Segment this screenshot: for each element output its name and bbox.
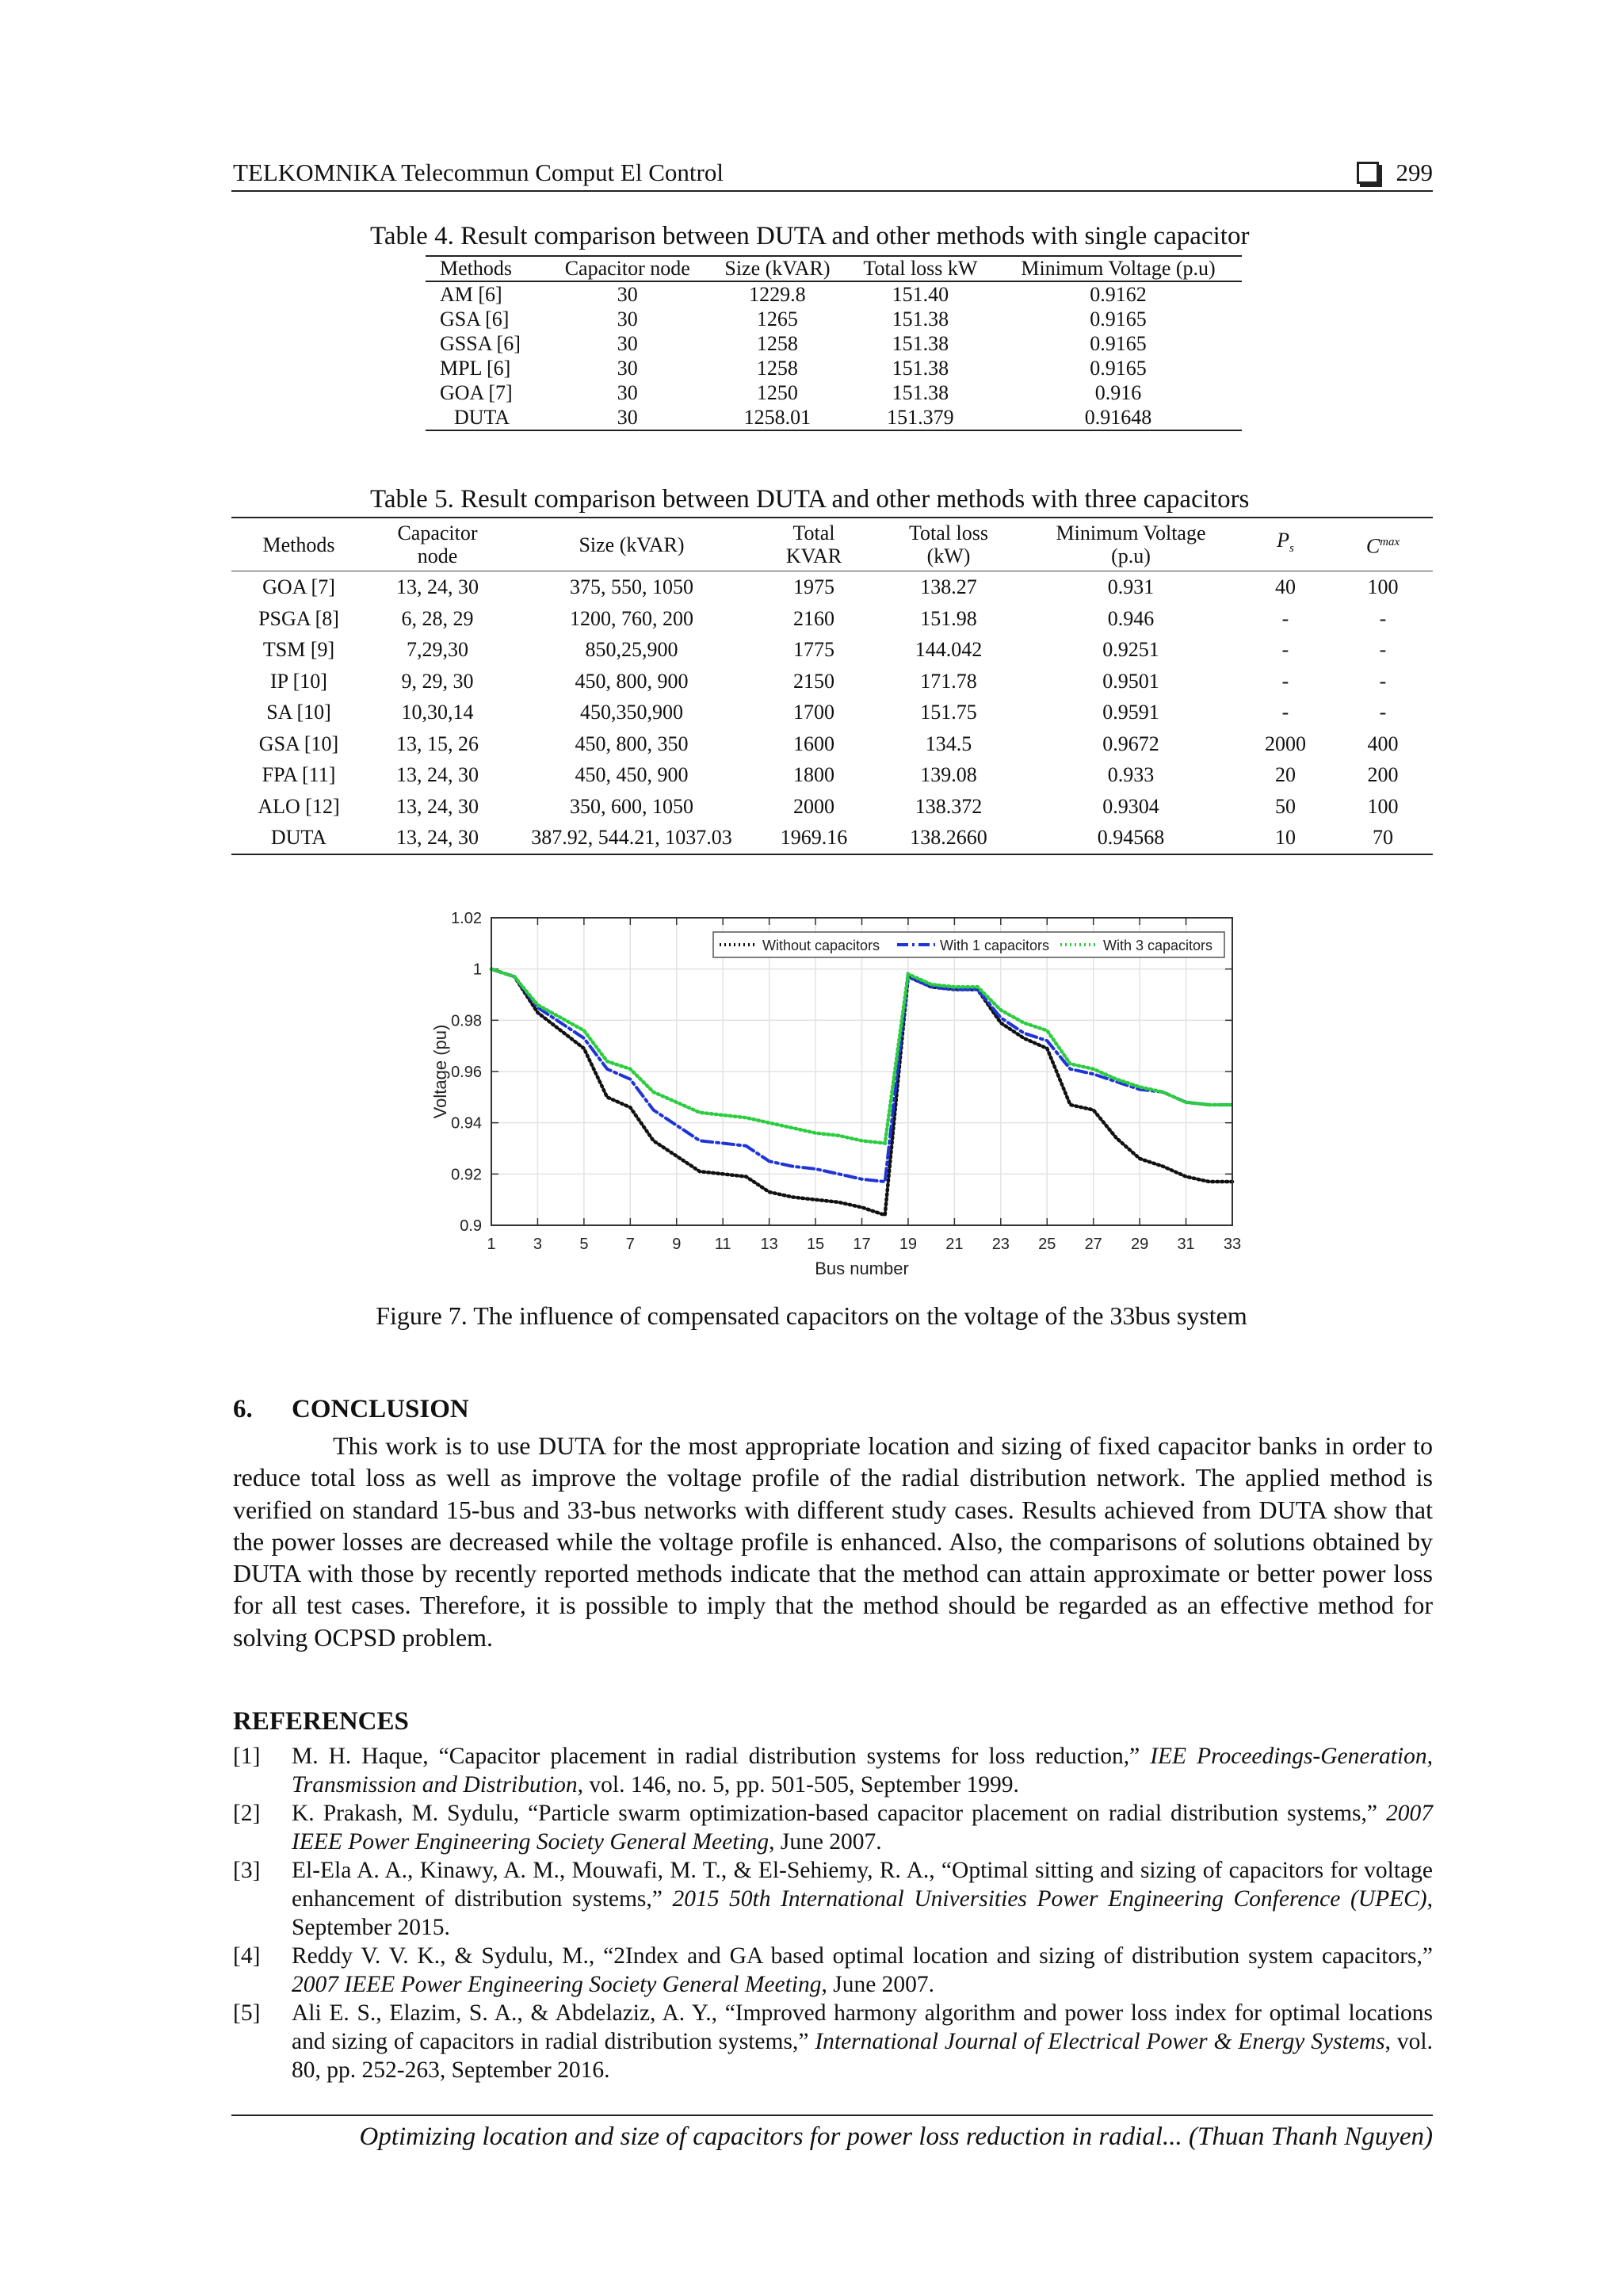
table-cell: TSM [9] [262,638,335,661]
legend-label: Without capacitors [762,938,880,953]
table-cell: 9, 29, 30 [401,669,474,693]
reference-number: [2] [233,1801,261,1826]
table-cell: 50 [1275,794,1296,818]
table-cell: 200 [1367,763,1399,786]
table-cell: 1265 [756,308,798,330]
table-cell: 100 [1367,794,1399,818]
reference-item [233,1999,1433,2084]
reference-authors-title: Reddy V. V. K., & Sydulu, M., “2Index and GA based optimal location and sizing of distribution system capacitors,” [292,1943,1433,1969]
table-cell: 2150 [793,669,834,693]
page-footer [231,2115,1433,2151]
table-cell: 0.9591 [1102,701,1159,724]
reference-number: [1] [233,1744,261,1769]
reference-text [292,1742,1433,1799]
y-tick-label: 0.94 [451,1114,482,1133]
reference-details: , June 2007. [769,1829,882,1855]
table-cell: - [1281,701,1289,724]
table-cell: - [1379,638,1387,661]
table-cell: MPL [6] [440,357,511,380]
x-tick-label: 17 [853,1236,871,1253]
x-tick-label: 27 [1084,1236,1102,1253]
table-cell: 850,25,900 [585,638,678,661]
reference-number: [5] [233,2000,261,2026]
table-cell: 144.042 [915,638,983,661]
table-cell: 171.78 [920,669,977,693]
table-cell: 0.9165 [1090,357,1147,380]
table-cell: 1975 [793,575,834,598]
y-tick-label: 1 [472,961,482,979]
table4-col-header: Total loss kW [846,256,995,281]
table-cell: 139.08 [920,763,977,786]
x-tick-label: 9 [672,1236,682,1253]
table-cell: 151.38 [892,332,949,355]
table-cell: 387.92, 544.21, 1037.03 [509,822,754,854]
table-cell: 1775 [793,638,834,661]
x-tick-label: 23 [991,1236,1010,1253]
reference-venue: 2007 IEEE Power Engineering Society General Meeting [292,1972,822,1997]
table-cell: - [1379,669,1387,693]
table-cell: 1258 [756,332,798,355]
table-row [426,380,1242,405]
reference-text [292,1999,1433,2084]
table-row [426,331,1242,356]
table-cell: 134.5 [925,732,972,755]
reference-details: , vol. 146, no. 5, pp. 501-505, September 1999. [577,1772,1019,1797]
table-row [231,791,1433,823]
table-cell: 1200, 760, 200 [570,606,693,630]
table-cell: FPA [11] [262,763,336,786]
table-cell: 400 [1367,732,1399,755]
x-tick-label: 33 [1223,1236,1242,1253]
table-cell: 151.38 [892,308,949,330]
table-cell: 1800 [793,763,834,786]
table-cell: 0.9162 [1090,283,1147,306]
table-cell: GOA [7] [262,575,335,598]
reference-details: , June 2007. [821,1972,935,1997]
legend-label: With 3 capacitors [1103,938,1213,953]
table-cell: - [1281,606,1289,630]
y-tick-label: 0.98 [451,1012,482,1030]
table-cell: 0.94568 [1024,822,1238,854]
table-cell: 30 [617,357,638,380]
table-cell: 151.38 [892,357,949,380]
reference-authors-title: M. H. Haque, “Capacitor placement in radial distribution systems for loss reduction,” [292,1744,1151,1769]
table4-caption: Table 4. Result comparison between DUTA and other methods with single capacitor [370,222,1250,250]
table-row [231,759,1433,791]
x-tick-label: 15 [806,1236,825,1253]
table5-col-node: Capacitor node [366,518,509,571]
page-number: 299 [1396,159,1433,186]
table-cell: AM [6] [440,283,502,306]
table4-header-row [426,256,1242,281]
table-cell: 138.2660 [873,822,1024,854]
y-tick-label: 0.96 [451,1064,482,1081]
table-row [426,356,1242,380]
table-cell: ALO [12] [258,794,340,818]
table-row [426,281,1242,307]
table-row [231,666,1433,697]
reference-text [292,1942,1433,1999]
table-cell: 1700 [793,701,834,724]
table-cell: 30 [617,332,638,355]
table-cell: 10 [1238,822,1333,854]
table5-col-vmin: Minimum Voltage (p.u) [1024,518,1238,571]
table4-col-header: Minimum Voltage (p.u) [995,256,1242,281]
reference-venue: International Journal of Electrical Power & Energy Systems [815,2029,1385,2054]
y-axis-label: Voltage (pu) [430,1024,450,1119]
table-cell: 151.40 [892,283,949,306]
x-axis-label: Bus number [815,1259,909,1278]
table-cell: 2160 [793,606,834,630]
table4 [426,255,1242,431]
table-cell: GOA [7] [440,381,513,404]
table-row [231,697,1433,728]
table-cell: GSA [6] [440,308,510,330]
legend-label: With 1 capacitors [940,938,1050,953]
table-cell: 20 [1275,763,1296,786]
reference-venue: 2015 50th International Universities Power Engineering Conference (UPEC) [672,1886,1427,1912]
table-cell: 2000 [793,794,834,818]
table-cell: 30 [617,283,638,306]
table-row [231,571,1433,603]
table-cell: 1229.8 [749,283,806,306]
table-cell: 7,29,30 [407,638,468,661]
references-list [233,1742,1433,2084]
table-cell: 1258.01 [708,405,846,430]
table-cell: 0.946 [1107,606,1155,630]
table-cell: 30 [617,308,638,330]
table-cell: 151.75 [920,701,977,724]
x-tick-label: 29 [1131,1236,1149,1253]
table-cell: 70 [1333,822,1433,854]
page-number-group [1357,159,1434,187]
table-cell: 138.372 [915,794,983,818]
table4-col-header: Size (kVAR) [708,256,846,281]
table-cell: 10,30,14 [401,701,474,724]
table5-col-size: Size (kVAR) [509,518,754,571]
table-cell: 40 [1275,575,1296,598]
table5-col-cmax: $C^{max}$ [1333,518,1433,571]
section-title: CONCLUSION [292,1395,469,1423]
x-tick-label: 13 [760,1236,778,1253]
y-tick-label: 0.9 [460,1217,482,1235]
reference-number: [3] [233,1858,261,1883]
table-cell: 151.38 [892,381,949,404]
x-tick-label: 19 [899,1236,918,1253]
x-tick-label: 11 [714,1236,731,1253]
table-cell: 0.9304 [1102,794,1159,818]
table-cell: 0.931 [1107,575,1155,598]
table-cell: 375, 550, 1050 [570,575,693,598]
reference-item [233,1942,1433,1999]
table-cell: GSA [10] [258,732,339,755]
table-row [426,405,1242,430]
voltage-profile-chart [424,902,1256,1282]
table-row [231,603,1433,635]
reference-number: [4] [233,1943,261,1969]
table-cell: 151.98 [920,606,977,630]
table-cell: 0.9165 [1090,308,1147,330]
table-cell: GSSA [6] [440,332,521,355]
table-cell: PSGA [8] [258,606,339,630]
reference-authors-title: Ali E. S., Elazim, S. A., & Abdelaziz, A. Y., “Improved harmony algorithm and power loss index for optimal locations and sizing of capacitors in radial distribution systems,” [292,2000,1433,2054]
table-cell: 0.9251 [1102,638,1159,661]
table5-col-kvar: Total KVAR [754,518,873,571]
table-cell: - [1281,638,1289,661]
table-cell: 1250 [756,381,798,404]
figure-caption: Figure 7. The influence of compensated capacitors on the voltage of the 33bus system [376,1301,1247,1330]
table-cell: DUTA [426,405,547,430]
conclusion-paragraph: This work is to use DUTA for the most appropriate location and sizing of fixed capacitor banks in order to reduce total loss as well as improve the voltage profile of the radial distribution network. The applied method is verified on standard 15-bus and 33-bus networks with different study cases. Results achieved from DUTA show that the power losses are decreased while the voltage profile is enhanced. Also, the comparisons of solutions obtained by DUTA with those by recently reported methods indicate that the method can attain approximate or better power loss for all test cases. Therefore, it is possible to imply that the method should be regarded as an effective method for solving OCPSD problem. [233,1431,1433,1652]
reference-item [233,1742,1433,1799]
table4-col-header: Methods [426,256,547,281]
table-cell: 6, 28, 29 [401,606,474,630]
table-cell: 350, 600, 1050 [570,794,693,818]
table-cell: 0.916 [1094,381,1142,404]
table-cell: 1600 [793,732,834,755]
y-tick-label: 0.92 [451,1166,482,1184]
table5-col-ps: $P_s$ [1238,518,1333,571]
table-row [231,728,1433,760]
table5-header-row [231,518,1433,571]
x-tick-label: 25 [1038,1236,1056,1253]
table-cell: 13, 24, 30 [396,575,479,598]
table-row [426,307,1242,331]
section-number: 6. [233,1395,253,1423]
table-row [231,634,1433,666]
reference-venue: 2007 IEEE Power Engineering Society General Meeting [292,1801,1433,1855]
table4-col-header: Capacitor node [547,256,709,281]
table5-body [231,571,1433,854]
table5-col-loss: Total loss (kW) [873,518,1024,571]
table-cell: 1969.16 [754,822,873,854]
table5 [231,517,1433,855]
x-tick-label: 1 [487,1236,496,1253]
reference-item [233,1799,1433,1856]
table-cell: SA [10] [266,701,331,724]
table-row [231,822,1433,854]
table5-col-methods: Methods [231,518,366,571]
table-cell: 138.27 [920,575,977,598]
table-cell: 0.9165 [1090,332,1147,355]
table-cell: 13, 24, 30 [366,822,509,854]
table-cell: 2000 [1265,732,1306,755]
table-cell: 30 [617,381,638,404]
reference-details: , vol. 80, pp. 252-263, September 2016. [292,2029,1434,2083]
table-cell: 0.9672 [1102,732,1159,755]
table-cell: 13, 24, 30 [396,763,479,786]
reference-venue: IEE Proceedings-Generation, Transmission and Distribution [292,1744,1433,1797]
table-cell: 450, 800, 900 [575,669,689,693]
table4-body [426,281,1242,430]
table-cell: 13, 15, 26 [396,732,479,755]
table-cell: - [1379,701,1387,724]
section-heading-conclusion [233,1395,469,1424]
reference-item [233,1856,1433,1942]
table-cell: 0.91648 [995,405,1242,430]
table-cell: IP [10] [270,669,327,693]
table-cell: 151.379 [846,405,995,430]
table-cell: 450, 800, 350 [575,732,689,755]
reference-authors-title: K. Prakash, M. Sydulu, “Particle swarm optimization-based capacitor placement on radial distribution systems,” [292,1801,1386,1826]
table-cell: 1258 [756,357,798,380]
table-cell: - [1281,669,1289,693]
table-cell: 450,350,900 [580,701,683,724]
table-cell: DUTA [231,822,366,854]
table-cell: 100 [1367,575,1399,598]
square-bullet-icon [1357,162,1379,184]
footer-text: Optimizing location and size of capacitors for power loss reduction in radial... (Thuan Thanh Nguyen) [359,2122,1433,2151]
x-tick-label: 31 [1177,1236,1195,1253]
table5-caption: Table 5. Result comparison between DUTA and other methods with three capacitors [370,485,1250,514]
x-tick-label: 3 [533,1236,542,1253]
x-tick-label: 7 [625,1236,635,1253]
y-tick-label: 1.02 [451,910,482,927]
references-heading: REFERENCES [233,1707,409,1736]
journal-name: TELKOMNIKA Telecommun Comput El Control [233,159,724,186]
table-cell: - [1379,606,1387,630]
x-tick-label: 21 [945,1236,964,1253]
table-cell: 30 [547,405,709,430]
reference-details: , September 2015. [292,1886,1433,1940]
reference-authors-title: El-Ela A. A., Kinawy, A. M., Mouwafi, M. T., & El-Sehiemy, R. A., “Optimal sitting and sizing of capacitors for voltage enhancement of distribution systems,” [292,1858,1433,1912]
reference-text [292,1799,1433,1856]
page-header [231,155,1433,192]
table-cell: 450, 450, 900 [575,763,689,786]
table-cell: 0.933 [1107,763,1155,786]
table-cell: 13, 24, 30 [396,794,479,818]
x-tick-label: 5 [579,1236,589,1253]
reference-text [292,1856,1433,1942]
table-cell: 0.9501 [1102,669,1159,693]
